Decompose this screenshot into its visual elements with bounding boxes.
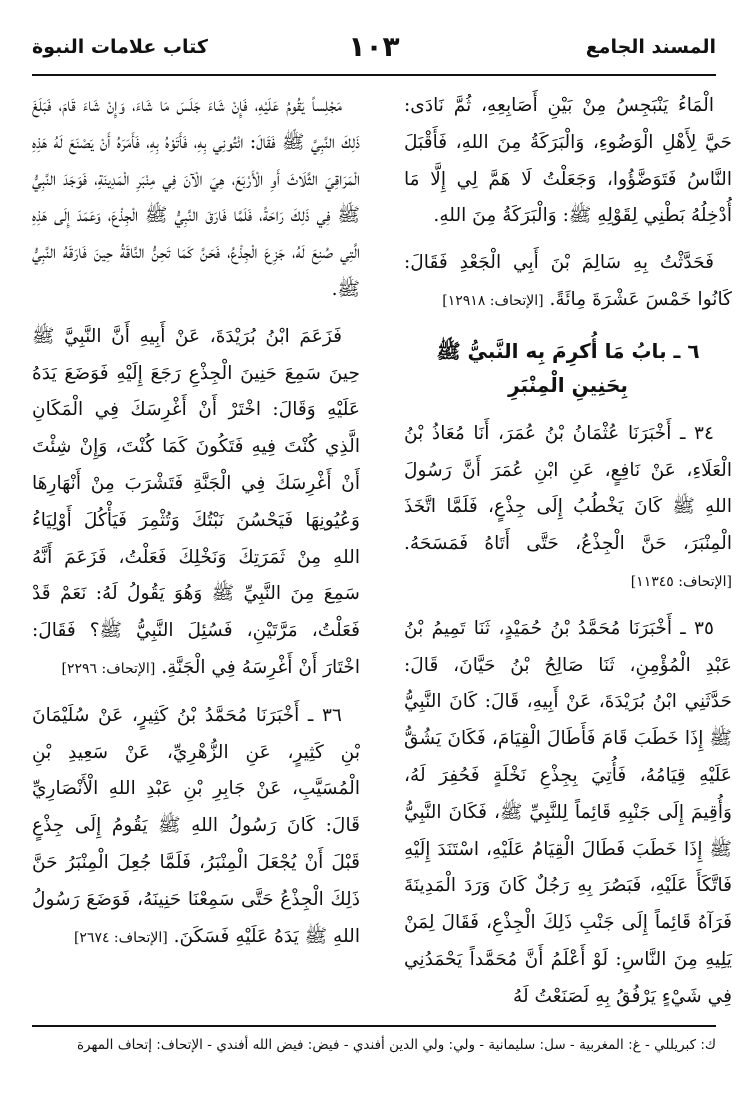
- ithaf-reference: [الإتحاف: ٢٦٧٤]: [73, 929, 168, 946]
- ithaf-reference: [الإتحاف: ٢٢٩٦]: [61, 660, 156, 677]
- paragraph-text: فَحَدَّثْتُ بِهِ سَالِمَ بْنَ أَبِي الْجَعْدِ فَقَالَ: كَانُوا خَمْسَ عَشْرَةَ مِائَةً.: [404, 252, 732, 310]
- section-heading-line: بِحَنِينِ الْمِنْبَرِ: [508, 372, 628, 397]
- section-heading: [404, 334, 732, 402]
- hadith-36: [32, 698, 360, 957]
- paragraph: مَجْلِساً يَقُومُ عَلَيْهِ، فَإِنْ شَاءَ جَلَسَ مَا شَاءَ، وَإِنْ شَاءَ قَامَ، فَبَلَغَ ذَلِكَ النَّبِيَّ ﷺ فَقَالَ: ائْتُونِي بِهِ، فَأَتَوْهُ بِهِ، فَأَمَرَهُ أَنْ يَصْنَعَ لَهُ هَذِهِ الْمَرَاقِيَ الثَّلَاثَ أَوِ الْأَرْبَعَ، هِيَ الْآنَ فِي مِنْبَرِ الْمَدِينَةِ، فَوَجَدَ النَّبِيُّ ﷺ فِي ذَلِكَ رَاحَةً، فَلَمَّا فَارَقَ النَّبِيُّ ﷺ الْجِذْعَ، وَعَمَدَ إِلَى هَذِهِ الَّتِي صُنِعَ لَهُ، جَزِعَ الْجِذْعُ، فَحَنَّ كَمَا تَحِنُّ النَّاقَةُ حِينَ فَارَقَهُ النَّبِيُّ ﷺ.: [32, 95, 360, 300]
- ithaf-reference: [الإتحاف: ١٢٩١٨]: [442, 292, 544, 309]
- section-heading-line: ٦ ـ بابُ مَا أُكرِمَ بِه النَّبيُّ ﷺ: [436, 338, 700, 363]
- paragraph: الْمَاءُ يَنْبَجِسُ مِنْ بَيْنِ أَصَابِعِهِ، ثُمَّ نَادَى: حَيَّ لِأَهْلِ الْوَضُوءِ، وَالْبَرَكَةُ مِنَ اللهِ، فَأَقْبَلَ النَّاسُ فَتَوَضَّؤُوا، وَجَعَلْتُ لَا هَمَّ لِي إِلَّا مَا أُدْخِلُهُ بَطْنِي لِقَوْلِهِ ﷺ: وَالْبَرَكَةُ مِنَ اللهِ.: [404, 95, 732, 227]
- right-column: [404, 88, 732, 1007]
- footnote-abbreviations: ك: كبريللي - غ: المغربية - سل: سليمانية - ولي: ولي الدين أفندي - فيض: فيض الله أفندي - الإتحاف: إتحاف المهرة: [32, 1025, 716, 1053]
- hadith-text: ٣٦ ـ أَخْبَرَنَا مُحَمَّدُ بْنُ كَثِيرٍ، عَنْ سُلَيْمَانَ بْنِ كَثِيرٍ، عَنِ الزُّهْرِيِّ، عَنْ سَعِيدِ بْنِ الْمُسَيَّبِ، عَنْ جَابِرِ بْنِ عَبْدِ اللهِ الْأَنْصَارِيِّ قَالَ: كَانَ رَسُولُ اللهِ ﷺ يَقُومُ إِلَى جِذْعٍ قَبْلَ أَنْ يُجْعَلَ الْمِنْبَرُ، فَلَمَّا جُعِلَ الْمِنْبَرُ حَنَّ ذَلِكَ الْجِذْعُ حَتَّى سَمِعْنَا حَنِينَهُ، فَوَضَعَ رَسُولُ اللهِ ﷺ يَدَهُ عَلَيْهِ فَسَكَنَ.: [32, 704, 360, 947]
- ithaf-reference: [الإتحاف: ١١٣٤٥]: [630, 573, 732, 590]
- chapter-title: كتاب علامات النبوة: [32, 36, 208, 58]
- book-title: المسند الجامع: [585, 36, 716, 58]
- page-number: ١٠٣: [348, 30, 400, 63]
- page-header: [32, 30, 716, 76]
- hadith-text: ٣٤ ـ أَخْبَرَنَا عُثْمَانُ بْنُ عُمَرَ، أَنَا مُعَاذُ بْنُ الْعَلَاءِ، عَنْ نَافِعٍ، عَنِ ابْنِ عُمَرَ أَنَّ رَسُولَ اللهِ ﷺ كَانَ يَخْطُبُ إِلَى جِذْعٍ، فَلَمَّا اتَّخَذَ الْمِنْبَرَ، حَنَّ الْجِذْعُ، حَتَّى أَتَاهُ فَمَسَحَهُ.: [404, 422, 732, 555]
- hadith-34: [404, 416, 732, 601]
- paragraph: [404, 245, 732, 320]
- left-column: [32, 88, 360, 988]
- hadith-35: ٣٥ ـ أَخْبَرَنَا مُحَمَّدُ بْنُ حُمَيْدٍ، ثَنَا تَمِيمُ بْنُ عَبْدِ الْمُؤْمِنِ، ثَنَا صَالِحُ بْنُ حَيَّانَ، قَالَ: حَدَّثَنِي ابْنُ بُرَيْدَةَ، عَنْ أَبِيهِ، قَالَ: كَانَ النَّبِيُّ ﷺ إِذَا خَطَبَ قَامَ فَأَطَالَ الْقِيَامَ، فَكَانَ يَشُقُّ عَلَيْهِ قِيَامُهُ، فَأُتِيَ بِجِذْعِ نَخْلَةٍ فَحُفِرَ لَهُ، وَأُقِيمَ إِلَى جَنْبِهِ قَائِماً لِلنَّبِيِّ ﷺ، فَكَانَ النَّبِيُّ ﷺ إِذَا خَطَبَ فَطَالَ الْقِيَامُ عَلَيْهِ، اسْتَنَدَ إِلَيْهِ فَاتَّكَأَ عَلَيْهِ، فَبَصُرَ بِهِ رَجُلٌ كَانَ وَرَدَ الْمَدِينَةَ فَرَآهُ قَائِماً إِلَى جَنْبِ ذَلِكَ الْجِذْعِ، فَقَالَ لِمَنْ يَلِيهِ مِنَ النَّاسِ: لَوْ أَعْلَمُ أَنَّ مُحَمَّداً يَحْمَدُنِي فِي شَيْءٍ يَرْفُقُ بِهِ لَصَنَعْتُ لَهُ: [404, 617, 732, 1007]
- paragraph-text: فَزَعَمَ ابْنُ بُرَيْدَةَ، عَنْ أَبِيهِ أَنَّ النَّبِيَّ ﷺ حِينَ سَمِعَ حَنِينَ الْجِذْعِ رَجَعَ إِلَيْهِ فَوَضَعَ يَدَهُ عَلَيْهِ وَقَالَ: اخْتَرْ أَنْ أَغْرِسَكَ فِي الْمَكَانِ الَّذِي كُنْتَ فِيهِ فَتَكُونَ كَمَا كُنْتَ، وَإِنْ شِئْتَ أَنْ أَغْرِسَكَ فِي الْجَنَّةِ فَتَشْرَبَ مِنْ أَنْهَارِهَا وَعُيُونِهَا فَيَحْسُنَ نَبْتُكَ وَتُثْمِرَ فَيَأْكُلَ أَوْلِيَاءُ اللهِ مِنْ ثَمَرَتِكَ وَنَخْلِكَ فَعَلْتُ، فَزَعَمَ أَنَّهُ سَمِعَ مِنَ النَّبِيِّ ﷺ وَهُوَ يَقُولُ لَهُ: نَعَمْ قَدْ فَعَلْتُ، مَرَّتَيْنِ، فَسُئِلَ النَّبِيُّ ﷺ؟ فَقَالَ: اخْتَارَ أَنْ أَغْرِسَهُ فِي الْجَنَّةِ.: [32, 325, 360, 678]
- paragraph: [32, 319, 360, 688]
